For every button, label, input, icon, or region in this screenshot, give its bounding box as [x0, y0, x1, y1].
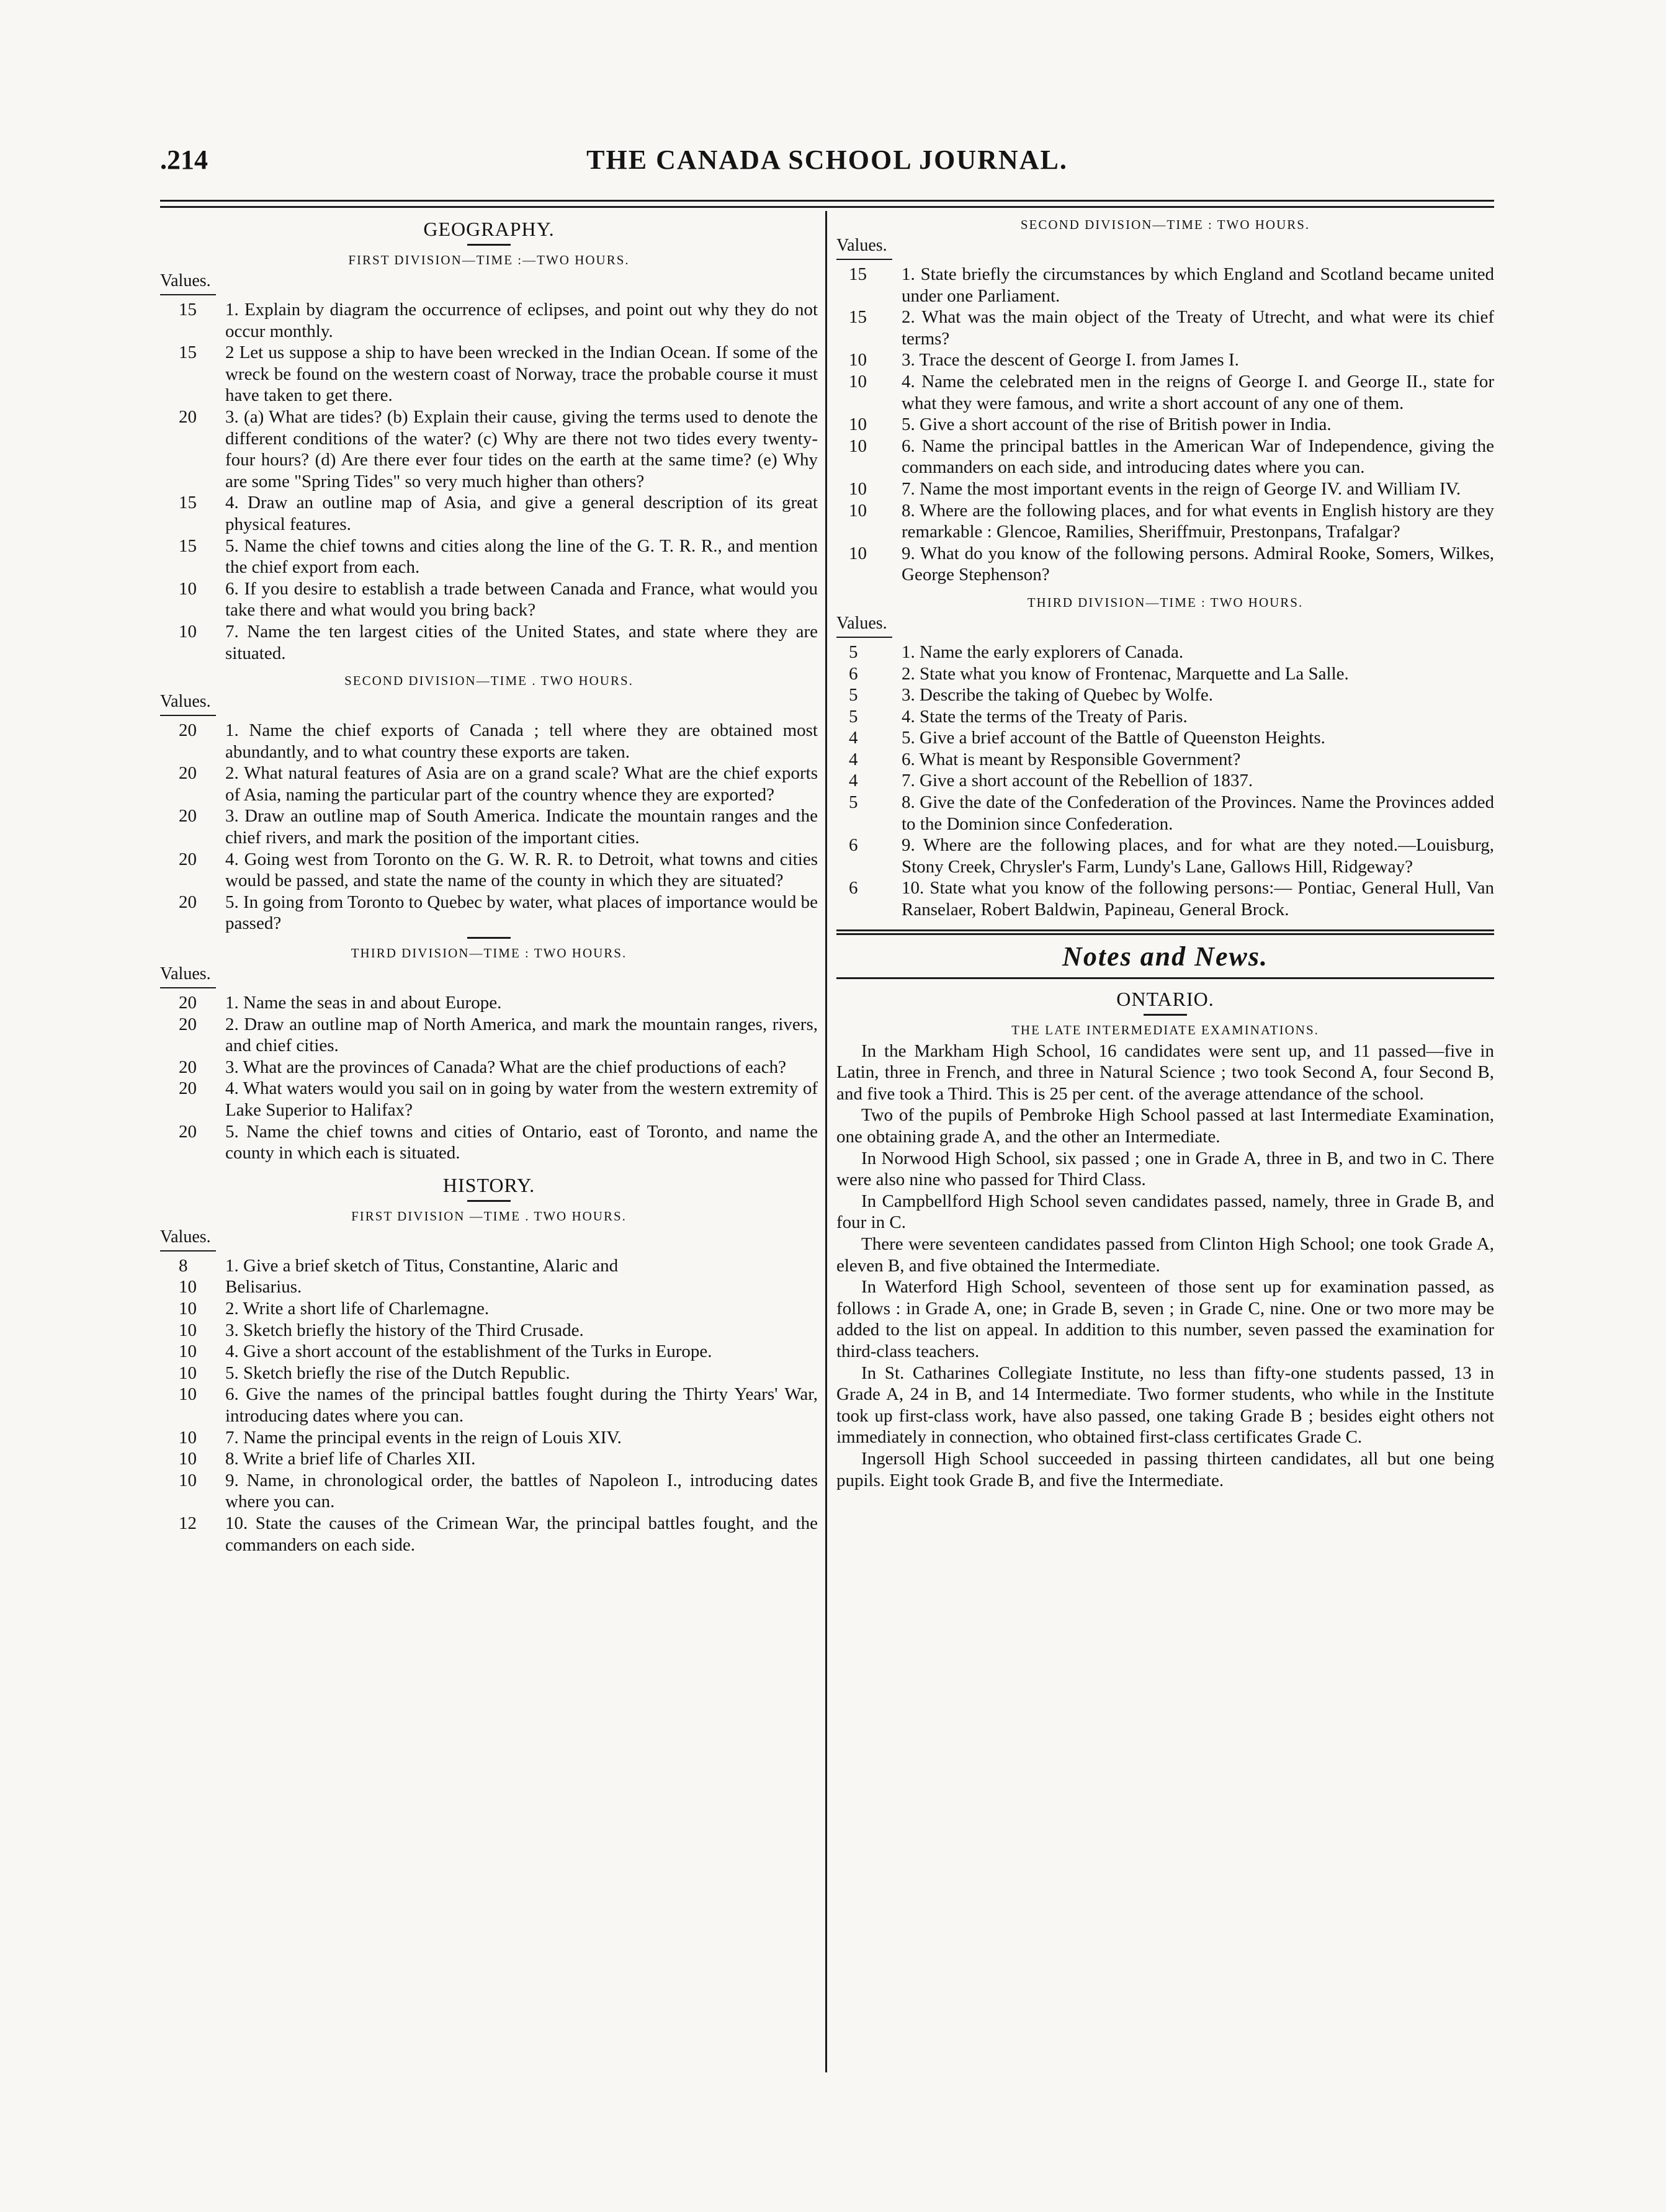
question	[836, 727, 1494, 749]
question-value: 4	[849, 771, 858, 791]
question-value: 10	[849, 414, 867, 435]
question-value: 10	[179, 1277, 197, 1297]
question-text: 5. Name the chief towns and cities along the line of the G. T. R. R., and mention the chief export from each.	[225, 535, 818, 578]
question-text: 9. What do you know of the following persons. Admiral Rooke, Somers, Wilkes, George Stephenson?	[902, 543, 1494, 585]
question-text: 4. Give a short account of the establishment of the Turks in Europe.	[225, 1341, 712, 1362]
question	[160, 1470, 818, 1513]
question-value: 6	[849, 878, 858, 898]
question-text: 2. Write a short life of Charlemagne.	[225, 1298, 490, 1319]
question	[160, 892, 818, 934]
question-value: 5	[849, 792, 858, 813]
page-number: .214	[160, 145, 208, 175]
question	[836, 414, 1494, 436]
heading-rule	[836, 977, 1494, 979]
question-text: 6. Name the principal battles in the American War of Independence, giving the commanders on each side, and introducing dates where you can.	[902, 436, 1494, 478]
question-text: 4. What waters would you sail on in going by water from the western extremity of Lake Superior to Halifax?	[225, 1078, 818, 1120]
question-value: 20	[179, 1014, 197, 1034]
question	[160, 1057, 818, 1078]
question	[160, 1298, 818, 1320]
question	[160, 1448, 818, 1470]
journal-title: THE CANADA SCHOOL JOURNAL.	[586, 145, 1068, 175]
question-text: 9. Where are the following places, and for what are they noted.—Louisburg, Stony Creek, Chrysler's Farm, Lundy's Lane, Gallows Hill, Ridgeway?	[902, 835, 1494, 877]
question-text: 2 Let us suppose a ship to have been wrecked in the Indian Ocean. If some of the wreck be found on the western coast of Norway, trace the probable course it must have taken to get there.	[225, 343, 818, 406]
question-text: 9. Name, in chronological order, the battles of Napoleon I., introducing dates where you can.	[225, 1470, 818, 1512]
question-text: 8. Write a brief life of Charles XII.	[225, 1449, 476, 1469]
question	[160, 1384, 818, 1426]
column-divider	[825, 211, 827, 2072]
hist-second-questions	[836, 264, 1494, 586]
geo-third-questions	[160, 992, 818, 1164]
question	[160, 1121, 818, 1164]
news-paragraph: Two of the pupils of Pembroke High School passed at last Intermediate Examination, one obtaining grade A, and the other an Intermediate.	[836, 1105, 1494, 1147]
question-value: 15	[179, 343, 197, 363]
question	[160, 1014, 818, 1057]
geography-title: GEOGRAPHY.	[423, 218, 555, 240]
question-value: 8	[179, 1255, 188, 1276]
question	[160, 406, 818, 492]
hist-third-questions	[836, 642, 1494, 921]
question	[836, 436, 1494, 478]
question-text: 3. Draw an outline map of South America. Indicate the mountain ranges and the chief rivers, and mark the position of the important cities.	[225, 806, 818, 848]
question-value: 10	[179, 578, 197, 599]
question-value: 20	[179, 993, 197, 1013]
question-text: 2. What natural features of Asia are on a grand scale? What are the chief exports of Asia, naming the particular part of the country whence they are exported?	[225, 763, 818, 805]
question	[160, 578, 818, 621]
question-text: 6. What is meant by Responsible Government?	[902, 749, 1241, 769]
question	[160, 621, 818, 664]
section-rule-double	[836, 933, 1494, 935]
question	[836, 478, 1494, 500]
question-value: 20	[179, 1078, 197, 1099]
question-value: 20	[179, 849, 197, 869]
question-value: 10	[179, 1341, 197, 1362]
question-value: 6	[849, 835, 858, 856]
question-value: 10	[849, 436, 867, 456]
question	[836, 264, 1494, 307]
question	[836, 500, 1494, 543]
geo-first-questions	[160, 299, 818, 664]
question	[836, 684, 1494, 706]
question-text: 3. Describe the taking of Quebec by Wolfe.	[902, 685, 1214, 705]
question	[160, 1427, 818, 1449]
question	[160, 805, 818, 848]
question-value: 5	[849, 685, 858, 705]
question-text: 1. Name the early explorers of Canada.	[902, 642, 1184, 662]
values-rule	[836, 637, 892, 638]
question	[160, 1363, 818, 1384]
question	[160, 342, 818, 406]
question-value: 10	[179, 621, 197, 642]
question-value: 10	[179, 1320, 197, 1340]
right-column	[836, 214, 1494, 1491]
question	[160, 720, 818, 763]
question	[160, 992, 818, 1014]
question	[160, 1276, 818, 1298]
question-value: 10	[849, 500, 867, 521]
values-label: Values.	[160, 964, 211, 984]
values-rule	[160, 715, 216, 716]
question	[160, 1513, 818, 1556]
question	[836, 877, 1494, 920]
hist-second-division-heading: SECOND DIVISION—TIME : TWO HOURS.	[1020, 217, 1310, 232]
section-rule	[467, 937, 511, 939]
question	[836, 792, 1494, 835]
question-text: 10. State what you know of the following persons:— Pontiac, General Hull, Van Ranselaer, Robert Baldwin, Papineau, General Brock.	[902, 878, 1494, 920]
header-rule-double	[160, 206, 1494, 208]
question-text: 1. Name the chief exports of Canada ; tell where they are obtained most abundantly, and to what country these exports are taken.	[225, 720, 818, 762]
question-text: 3. (a) What are tides? (b) Explain their cause, giving the terms used to denote the different conditions of the water? (c) Why are there not two tides every twenty-four hours? (d) Are there ever four tides on the earth at the same time? (e) Why are some "Spring Tides" so very much higher than others?	[225, 406, 818, 491]
news-paragraph: In Norwood High School, six passed ; one in Grade A, three in B, and two in C. There were also nine who passed for Third Class.	[836, 1148, 1494, 1190]
question	[160, 1320, 818, 1341]
question	[836, 307, 1494, 349]
question-value: 10	[849, 543, 867, 563]
question-text: 3. Trace the descent of George I. from James I.	[902, 350, 1239, 370]
values-label: Values.	[160, 1227, 211, 1247]
title-rule	[1144, 1014, 1187, 1016]
question-text: 6. If you desire to establish a trade between Canada and France, what would you take there and what would you bring back?	[225, 578, 818, 620]
geo-first-division-heading: FIRST DIVISION—TIME :—TWO HOURS.	[348, 253, 630, 267]
page-header	[160, 144, 1494, 187]
hist-third-division-heading: THIRD DIVISION—TIME : TWO HOURS.	[1027, 594, 1304, 610]
question	[836, 543, 1494, 586]
question-text: 2. State what you know of Frontenac, Marquette and La Salle.	[902, 663, 1349, 684]
question-value: 20	[179, 406, 197, 427]
question-text: 7. Give a short account of the Rebellion of 1837.	[902, 771, 1253, 791]
question-text: 1. Give a brief sketch of Titus, Constantine, Alaric and	[225, 1255, 619, 1276]
news-paragraph: In the Markham High School, 16 candidates were sent up, and 11 passed—five in Latin, three in French, and three in Natural Science ; two took Second A, four Second B, and five took a Third. This is 25 per cent. of the average attendance of the school.	[836, 1041, 1494, 1104]
question	[160, 535, 818, 578]
history-title: HISTORY.	[442, 1173, 535, 1196]
geo-second-division-heading: SECOND DIVISION—TIME . TWO HOURS.	[344, 673, 634, 689]
question-text: Belisarius.	[225, 1277, 302, 1297]
question-text: 2. What was the main object of the Treaty of Utrecht, and what were its chief terms?	[902, 307, 1494, 349]
question-value: 6	[849, 663, 858, 684]
question-text: 8. Give the date of the Confederation of the Provinces. Name the Provinces added to the Dominion since Confederation.	[902, 792, 1494, 834]
values-label: Values.	[160, 692, 211, 712]
title-rule	[467, 1200, 511, 1202]
question-text: 5. Sketch briefly the rise of the Dutch Republic.	[225, 1363, 570, 1383]
news-paragraph: In Waterford High School, seventeen of those sent up for examination passed, as follows : in Grade A, one; in Grade B, seven ; in Grade C, nine. One or two more may be added to the list on appeal. In addition to this number, seven passed the examination for third-class teachers.	[836, 1277, 1494, 1361]
question	[836, 663, 1494, 685]
question-text: 5. Name the chief towns and cities of Ontario, east of Toronto, and name the county in which each is situated.	[225, 1121, 818, 1163]
question	[836, 749, 1494, 771]
question-text: 1. Explain by diagram the occurrence of eclipses, and point out why they do not occur monthly.	[225, 300, 818, 341]
question-text: 4. State the terms of the Treaty of Paris.	[902, 706, 1188, 727]
question-text: 6. Give the names of the principal battles fought during the Thirty Years' War, introducing dates where you can.	[225, 1384, 818, 1426]
question-value: 5	[849, 642, 858, 662]
question-value: 15	[179, 300, 197, 320]
question	[836, 642, 1494, 663]
hist-first-division-heading: FIRST DIVISION —TIME . TWO HOURS.	[351, 1208, 627, 1224]
question-value: 20	[179, 763, 197, 784]
question	[160, 492, 818, 535]
region-title: ONTARIO.	[1116, 987, 1214, 1010]
question-text: 5. Give a short account of the rise of British power in India.	[902, 414, 1332, 435]
question-value: 15	[849, 264, 867, 284]
question-text: 7. Name the most important events in the reign of George IV. and William IV.	[902, 478, 1461, 499]
question-value: 4	[849, 749, 858, 769]
question-value: 12	[179, 1513, 197, 1533]
question-text: 10. State the causes of the Crimean War, the principal battles fought, and the commanders on each side.	[225, 1513, 818, 1555]
values-label: Values.	[836, 613, 887, 633]
hist-first-questions	[160, 1255, 818, 1556]
question-text: 4. Going west from Toronto on the G. W. R. R. to Detroit, what towns and cities would be passed, and state the name of the county in which they are situated?	[225, 849, 818, 891]
question-value: 20	[179, 1121, 197, 1142]
question-text: 3. Sketch briefly the history of the Third Crusade.	[225, 1320, 584, 1340]
question-value: 15	[849, 307, 867, 328]
news-paragraph: In St. Catharines Collegiate Institute, no less than fifty-one students passed, 13 in Grade A, 24 in B, and 14 Intermediate. Two former students, who while in the Institute took up first-class work, have also passed, one taking Grade B ; besides eight others not immediately in connection, who obtained first-class certificates Grade C.	[836, 1363, 1494, 1448]
question	[160, 1255, 818, 1277]
question-text: 3. What are the provinces of Canada? What are the chief productions of each?	[225, 1057, 786, 1077]
question	[160, 1341, 818, 1363]
question	[836, 371, 1494, 414]
section-rule	[836, 929, 1494, 931]
question-text: 5. In going from Toronto to Quebec by water, what places of importance would be passed?	[225, 892, 818, 934]
question-value: 10	[849, 350, 867, 370]
question-value: 20	[179, 806, 197, 826]
left-column	[160, 214, 818, 1556]
question	[836, 349, 1494, 371]
question	[160, 849, 818, 892]
question	[160, 299, 818, 342]
geo-third-division-heading: THIRD DIVISION—TIME : TWO HOURS.	[351, 946, 627, 961]
question-text: 4. Draw an outline map of Asia, and give a general description of its great physical features.	[225, 493, 818, 534]
question-text: 1. State briefly the circumstances by which England and Scotland became united under one Parliament.	[902, 264, 1494, 306]
question-text: 7. Name the ten largest cities of the United States, and state where they are situated.	[225, 621, 818, 663]
question	[836, 835, 1494, 877]
question-value: 4	[849, 728, 858, 748]
news-paragraphs	[836, 1041, 1494, 1491]
question-value: 10	[179, 1363, 197, 1383]
question-text: 1. Name the seas in and about Europe.	[225, 993, 502, 1013]
question-text: 4. Name the celebrated men in the reigns of George I. and George II., state for what they were famous, and write a short account of any one of them.	[902, 371, 1494, 413]
question-value: 10	[179, 1384, 197, 1405]
values-rule	[160, 987, 216, 988]
question	[836, 706, 1494, 728]
question-value: 20	[179, 892, 197, 912]
values-rule	[836, 259, 892, 260]
question	[160, 1078, 818, 1121]
question	[160, 763, 818, 805]
question-value: 5	[849, 706, 858, 727]
question-value: 10	[179, 1427, 197, 1448]
values-rule	[160, 1250, 216, 1252]
values-label: Values.	[160, 271, 211, 290]
values-label: Values.	[836, 236, 887, 255]
question-value: 10	[179, 1470, 197, 1490]
header-rule	[160, 200, 1494, 202]
question-text: 8. Where are the following places, and for what events in English history are they remarkable : Glencoe, Ramilies, Sheriffmuir, Prestonpans, Trafalgar?	[902, 500, 1494, 542]
question	[836, 770, 1494, 792]
question-value: 15	[179, 535, 197, 556]
title-rule	[467, 244, 511, 246]
question-text: 7. Name the principal events in the reign of Louis XIV.	[225, 1427, 622, 1448]
notes-and-news-heading: Notes and News.	[1062, 941, 1268, 972]
question-text: 5. Give a brief account of the Battle of Queenston Heights.	[902, 728, 1325, 748]
question-value: 10	[179, 1298, 197, 1319]
news-subheading: THE LATE INTERMEDIATE EXAMINATIONS.	[1011, 1022, 1319, 1037]
geo-second-questions	[160, 720, 818, 934]
question-value: 15	[179, 493, 197, 513]
question-text: 2. Draw an outline map of North America, and mark the mountain ranges, rivers, and chief cities.	[225, 1014, 818, 1056]
question-value: 20	[179, 720, 197, 741]
question-value: 20	[179, 1057, 197, 1077]
news-paragraph: Ingersoll High School succeeded in passing thirteen candidates, all but one being pupils. Eight took Grade B, and five the Intermediate.	[836, 1448, 1494, 1490]
news-paragraph: There were seventeen candidates passed from Clinton High School; one took Grade A, eleven B, and five obtained the Intermediate.	[836, 1234, 1494, 1276]
question-value: 10	[179, 1449, 197, 1469]
question-value: 10	[849, 371, 867, 392]
question-value: 10	[849, 478, 867, 499]
news-paragraph: In Campbellford High School seven candidates passed, namely, three in Grade B, and four in C.	[836, 1191, 1494, 1233]
values-rule	[160, 294, 216, 295]
